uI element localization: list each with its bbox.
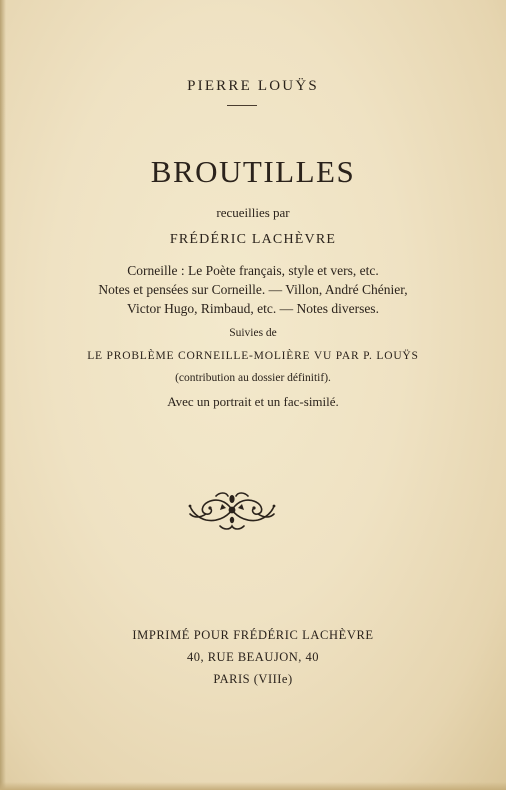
problem-title: LE PROBLÈME CORNEILLE-MOLIÈRE VU PAR P. LOUŸS — [87, 350, 419, 362]
book-title: BROUTILLES — [150, 154, 356, 189]
imprint-publisher: IMPRIMÉ POUR FRÉDÉRIC LACHÈVRE — [132, 628, 374, 642]
description-line-3: Victor Hugo, Rimbaud, etc. — Notes diverses. — [127, 301, 379, 316]
paper-edge-bottom — [0, 782, 506, 790]
description-line-2: Notes et pensées sur Corneille. — Villon, André Chénier, — [98, 282, 408, 297]
editor-name: FRÉDÉRIC LACHÈVRE — [169, 232, 337, 247]
author-name: PIERRE LOUŸS — [187, 78, 319, 94]
followed-by-label: Suivies de — [229, 327, 277, 339]
divider-rule — [227, 105, 257, 106]
description-line-1: Corneille : Le Poète français, style et vers, etc. — [127, 263, 379, 278]
collected-by-label: recueillies par — [216, 205, 290, 220]
illustrations-note: Avec un portrait et un fac-similé. — [167, 394, 339, 409]
imprint-address: 40, RUE BEAUJON, 40 — [186, 650, 320, 664]
floral-ornament-icon — [186, 488, 278, 532]
imprint-city: PARIS (VIIIe) — [213, 672, 293, 686]
contribution-note: (contribution au dossier définitif). — [175, 372, 331, 384]
